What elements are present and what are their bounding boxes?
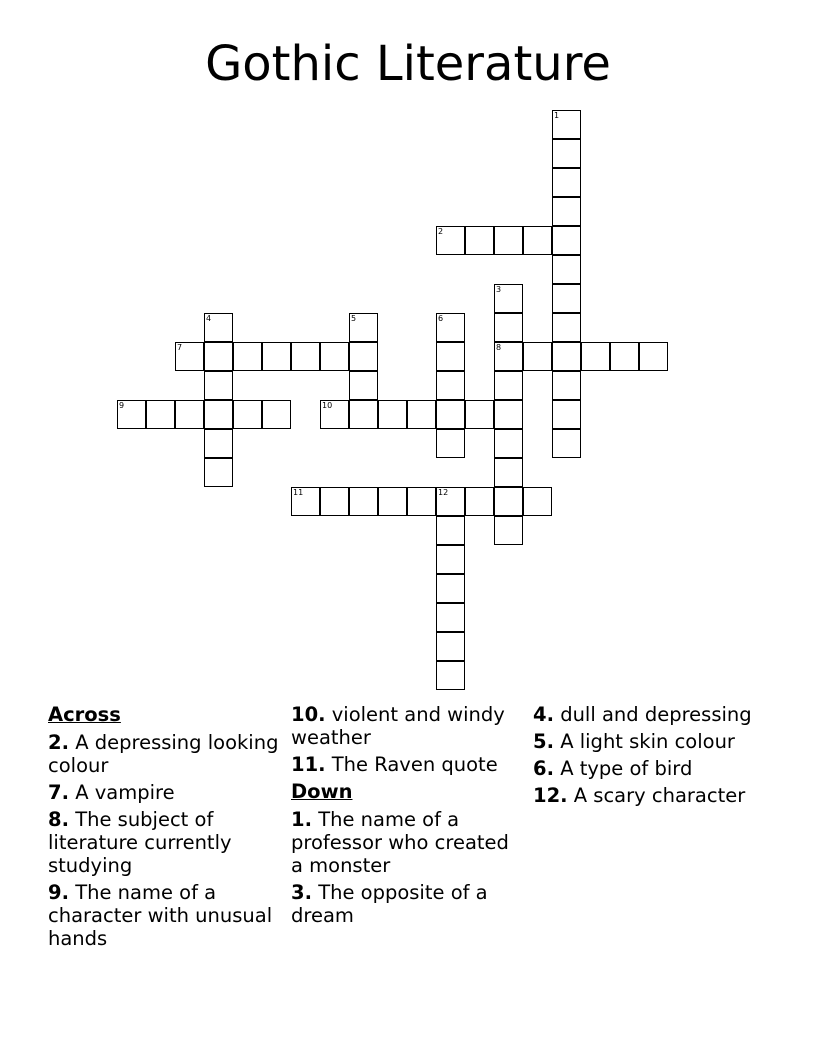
grid-cell-r10-c10[interactable] <box>407 400 436 429</box>
down-heading: Down <box>291 780 353 803</box>
clue-down-3: 3. The opposite of a dream <box>291 881 488 927</box>
grid-cell-r10-c13[interactable] <box>494 400 523 429</box>
grid-cell-r10-c3[interactable] <box>204 400 233 429</box>
grid-cell-r10-c11[interactable] <box>436 400 465 429</box>
cell-number: 7 <box>177 343 183 352</box>
grid-cell-r4-c13[interactable] <box>494 226 523 255</box>
across-heading: Across <box>48 703 121 726</box>
clue-column-1 <box>48 703 283 950</box>
grid-cell-r17-c11[interactable] <box>436 603 465 632</box>
puzzle-title: Gothic Literature <box>205 36 611 92</box>
clue-across-8: 8. The subject of literature currently studying <box>48 808 232 877</box>
grid-cell-r8-c11[interactable] <box>436 342 465 371</box>
grid-cell-r7-c11[interactable] <box>436 313 465 342</box>
cell-number: 11 <box>293 488 304 497</box>
grid-cell-r5-c15[interactable] <box>552 255 581 284</box>
grid-cell-r10-c8[interactable] <box>349 400 378 429</box>
cell-number: 5 <box>351 314 357 323</box>
clue-column-3 <box>533 703 768 807</box>
grid-cell-r7-c15[interactable] <box>552 313 581 342</box>
clue-down-6: 6. A type of bird <box>533 757 693 780</box>
grid-cell-r4-c11[interactable] <box>436 226 465 255</box>
grid-cell-r13-c14[interactable] <box>523 487 552 516</box>
grid-cell-r10-c5[interactable] <box>262 400 291 429</box>
grid-cell-r8-c4[interactable] <box>233 342 262 371</box>
clue-across-2: 2. A depressing looking colour <box>48 731 279 777</box>
grid-cell-r8-c6[interactable] <box>291 342 320 371</box>
grid-cell-r0-c15[interactable] <box>552 110 581 139</box>
grid-cell-r4-c15[interactable] <box>552 226 581 255</box>
grid-cell-r7-c8[interactable] <box>349 313 378 342</box>
grid-cell-r10-c12[interactable] <box>465 400 494 429</box>
grid-cell-r8-c13[interactable] <box>494 342 523 371</box>
grid-cell-r16-c11[interactable] <box>436 574 465 603</box>
cell-number: 1 <box>554 111 560 120</box>
grid-cell-r9-c15[interactable] <box>552 371 581 400</box>
clue-across-11: 11. The Raven quote <box>291 753 498 776</box>
grid-cell-r4-c12[interactable] <box>465 226 494 255</box>
grid-cell-r13-c11[interactable] <box>436 487 465 516</box>
grid-cell-r6-c15[interactable] <box>552 284 581 313</box>
cell-number: 6 <box>438 314 444 323</box>
grid-cell-r13-c9[interactable] <box>378 487 407 516</box>
clue-across-9: 9. The name of a character with unusual hands <box>48 881 273 950</box>
grid-cell-r2-c15[interactable] <box>552 168 581 197</box>
grid-cell-r19-c11[interactable] <box>436 661 465 690</box>
cell-number: 8 <box>496 343 502 352</box>
grid-cell-r10-c7[interactable] <box>320 400 349 429</box>
cell-number: 12 <box>438 488 449 497</box>
clue-across-7: 7. A vampire <box>48 781 175 804</box>
clue-across-10: 10. violent and windy weather <box>291 703 505 749</box>
grid-cell-r8-c14[interactable] <box>523 342 552 371</box>
clue-down-12: 12. A scary character <box>533 784 746 807</box>
grid-cell-r14-c11[interactable] <box>436 516 465 545</box>
clue-down-4: 4. dull and depressing <box>533 703 752 726</box>
grid-cell-r7-c13[interactable] <box>494 313 523 342</box>
grid-cell-r8-c15[interactable] <box>552 342 581 371</box>
grid-cell-r7-c3[interactable] <box>204 313 233 342</box>
grid-cell-r8-c8[interactable] <box>349 342 378 371</box>
cell-number: 9 <box>119 401 125 410</box>
grid-cell-r8-c16[interactable] <box>581 342 610 371</box>
grid-cell-r1-c15[interactable] <box>552 139 581 168</box>
grid-cell-r13-c12[interactable] <box>465 487 494 516</box>
grid-cell-r8-c7[interactable] <box>320 342 349 371</box>
clue-column-2 <box>291 703 526 927</box>
grid-cell-r8-c5[interactable] <box>262 342 291 371</box>
grid-cell-r10-c2[interactable] <box>175 400 204 429</box>
grid-cell-r13-c10[interactable] <box>407 487 436 516</box>
cell-number: 10 <box>322 401 333 410</box>
cell-number: 4 <box>206 314 212 323</box>
grid-cell-r6-c13[interactable] <box>494 284 523 313</box>
grid-cell-r9-c8[interactable] <box>349 371 378 400</box>
grid-cell-r8-c3[interactable] <box>204 342 233 371</box>
grid-cell-r11-c13[interactable] <box>494 429 523 458</box>
grid-cell-r10-c0[interactable] <box>117 400 146 429</box>
grid-cell-r13-c8[interactable] <box>349 487 378 516</box>
grid-cell-r12-c13[interactable] <box>494 458 523 487</box>
grid-cell-r8-c17[interactable] <box>610 342 639 371</box>
grid-cell-r9-c3[interactable] <box>204 371 233 400</box>
grid-cell-r11-c3[interactable] <box>204 429 233 458</box>
cell-number: 2 <box>438 227 444 236</box>
grid-cell-r14-c13[interactable] <box>494 516 523 545</box>
clue-down-5: 5. A light skin colour <box>533 730 735 753</box>
grid-cell-r8-c18[interactable] <box>639 342 668 371</box>
grid-cell-r10-c1[interactable] <box>146 400 175 429</box>
grid-cell-r11-c11[interactable] <box>436 429 465 458</box>
grid-cell-r11-c15[interactable] <box>552 429 581 458</box>
grid-cell-r10-c9[interactable] <box>378 400 407 429</box>
grid-cell-r9-c11[interactable] <box>436 371 465 400</box>
grid-cell-r13-c13[interactable] <box>494 487 523 516</box>
grid-cell-r10-c4[interactable] <box>233 400 262 429</box>
grid-cell-r3-c15[interactable] <box>552 197 581 226</box>
grid-cell-r13-c7[interactable] <box>320 487 349 516</box>
clue-down-1: 1. The name of a professor who created a monster <box>291 808 509 877</box>
grid-cell-r12-c3[interactable] <box>204 458 233 487</box>
grid-cell-r4-c14[interactable] <box>523 226 552 255</box>
cell-number: 3 <box>496 285 502 294</box>
grid-cell-r15-c11[interactable] <box>436 545 465 574</box>
grid-cell-r18-c11[interactable] <box>436 632 465 661</box>
grid-cell-r8-c2[interactable] <box>175 342 204 371</box>
grid-cell-r13-c6[interactable] <box>291 487 320 516</box>
grid-cell-r9-c13[interactable] <box>494 371 523 400</box>
grid-cell-r10-c15[interactable] <box>552 400 581 429</box>
